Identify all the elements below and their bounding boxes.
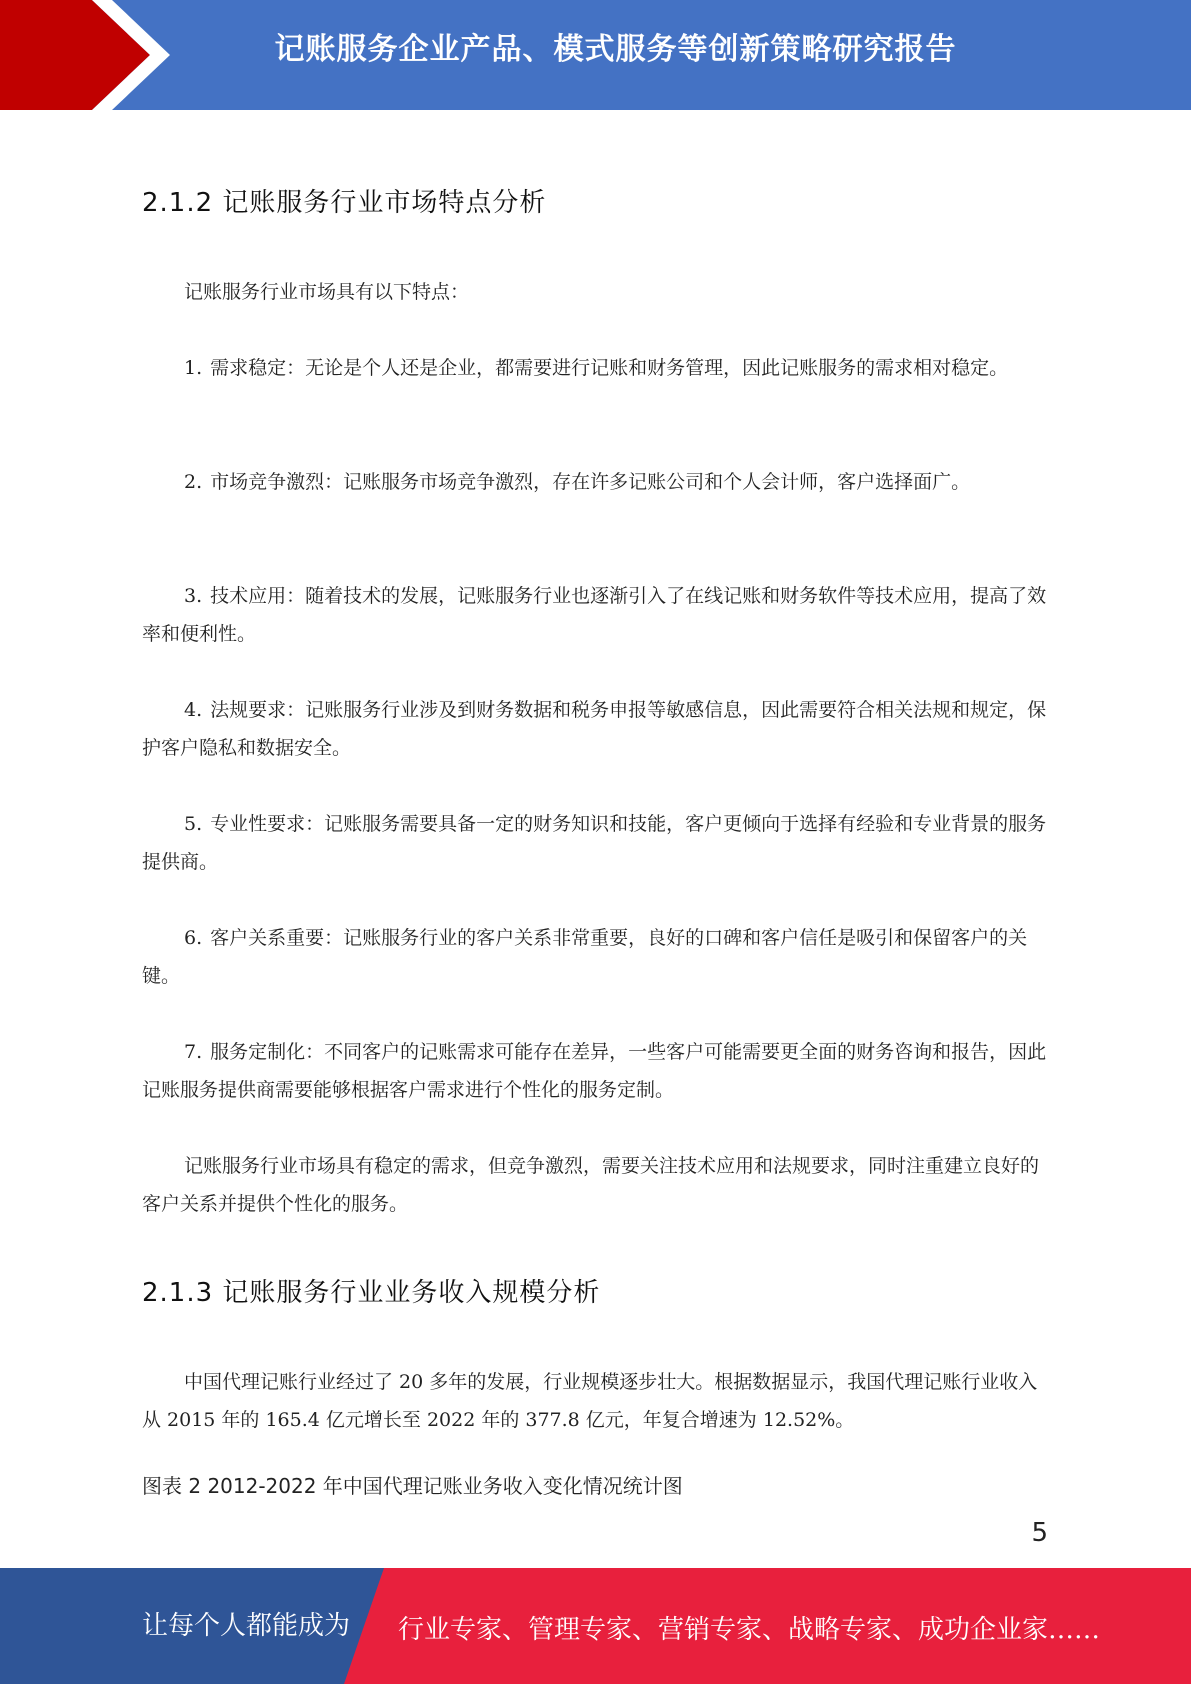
page-header-band [0,0,1191,110]
list-item-text: 专业性要求：记账服务需要具备一定的财务知识和技能，客户更倾向于选择有经验和专业背景的服务提供商。 [142,813,1047,873]
section-body: 中国代理记账行业经过了 20 多年的发展，行业规模逐步壮大。根据数据显示，我国代理记账行业收入从 2015 年的 165.4 亿元增长至 2022 年的 377.8 亿元，年复合增速为 12.52%。 [142,1371,1038,1431]
footer-slogan-left: 让每个人都能成为 [142,1611,351,1641]
page-number: 5 [1031,1518,1048,1548]
list-item [142,805,1047,881]
footer-slogan-right: 行业专家、管理专家、营销专家、战略专家、成功企业家…… [398,1615,1101,1645]
list-item-number: 3. [184,585,203,607]
list-item [142,691,1047,767]
list-item-text: 客户关系重要：记账服务行业的客户关系非常重要，良好的口碑和客户信任是吸引和保留客户的关键。 [142,927,1028,987]
list-item-text: 市场竞争激烈：记账服务市场竞争激烈，存在许多记账公司和个人会计师，客户选择面广。 [210,471,971,493]
report-title: 记账服务企业产品、模式服务等创新策略研究报告 [274,32,957,67]
list-item [142,577,1047,653]
list-item-text: 技术应用：随着技术的发展，记账服务行业也逐渐引入了在线记账和财务软件等技术应用，提高了效率和便利性。 [142,585,1047,645]
list-item [142,349,1047,387]
section-summary: 记账服务行业市场具有稳定的需求，但竞争激烈，需要关注技术应用和法规要求，同时注重建立良好的客户关系并提供个性化的服务。 [142,1155,1040,1215]
list-item [142,1033,1047,1109]
list-item [142,919,1047,995]
section-intro: 记账服务行业市场具有以下特点： [184,281,470,303]
list-item-number: 6. [184,927,203,949]
list-item-number: 5. [184,813,203,835]
section-heading-2-1-3: 2.1.3 记账服务行业业务收入规模分析 [142,1278,601,1308]
list-item [142,463,1047,501]
list-item-number: 2. [184,471,203,493]
list-item-text: 服务定制化：不同客户的记账需求可能存在差异，一些客户可能需要更全面的财务咨询和报告，因此记账服务提供商需要能够根据客户需求进行个性化的服务定制。 [142,1041,1047,1101]
section-heading-2-1-2: 2.1.2 记账服务行业市场特点分析 [142,188,547,218]
page-footer-band [0,1568,1191,1684]
list-item-number: 7. [184,1041,203,1063]
list-item-text: 法规要求：记账服务行业涉及到财务数据和税务申报等敏感信息，因此需要符合相关法规和规定，保护客户隐私和数据安全。 [142,699,1047,759]
list-item-text: 需求稳定：无论是个人还是企业，都需要进行记账和财务管理，因此记账服务的需求相对稳定。 [210,357,1009,379]
figure-caption: 图表 2 2012-2022 年中国代理记账业务收入变化情况统计图 [142,1474,683,1498]
list-item-number: 1. [184,357,203,379]
list-item-number: 4. [184,699,203,721]
